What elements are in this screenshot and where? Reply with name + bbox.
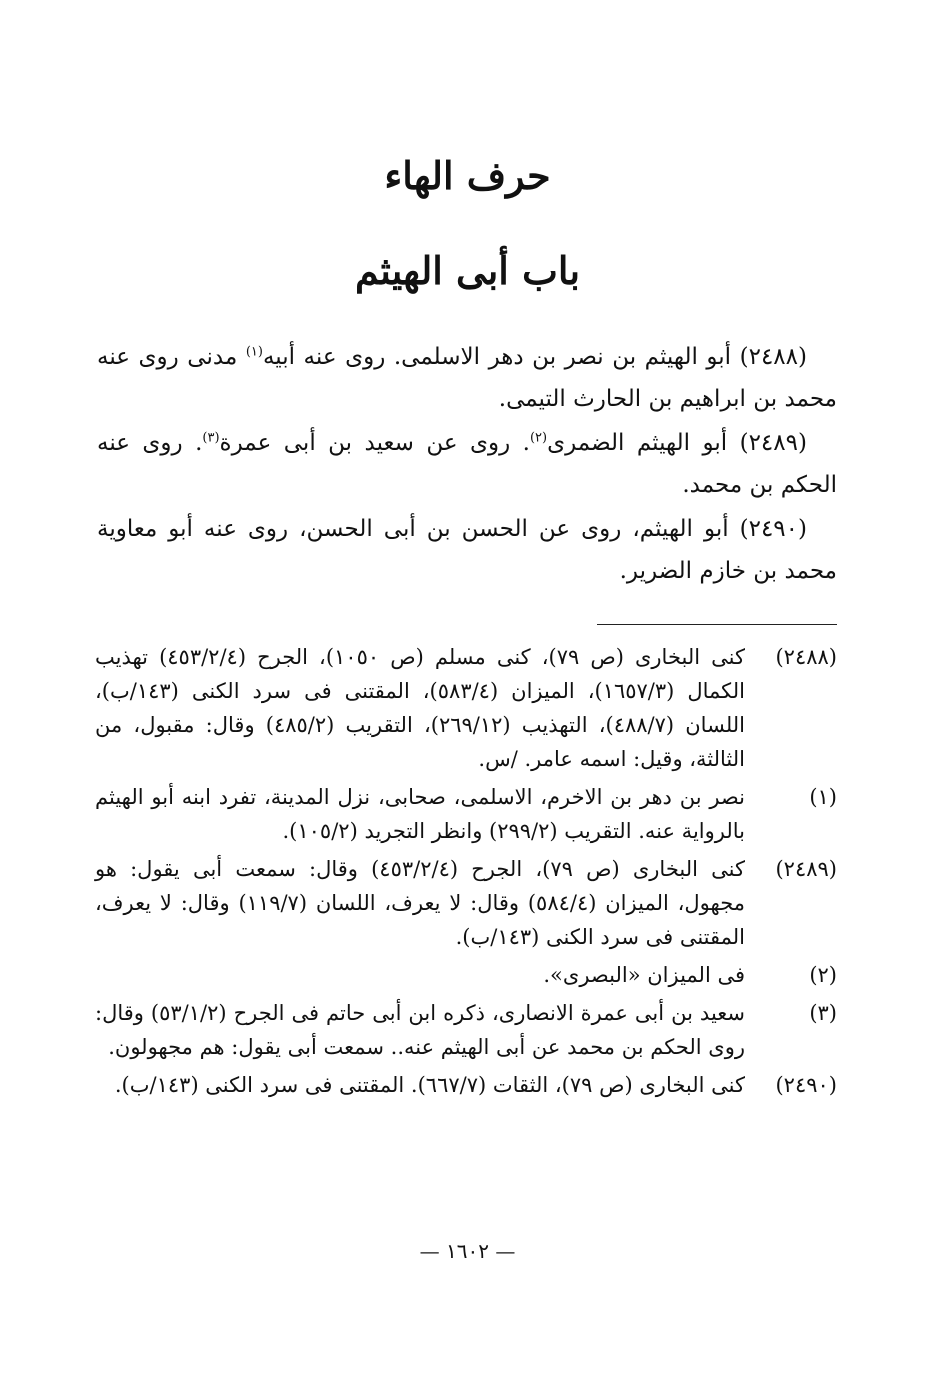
footnote-ref: (١) — [245, 344, 263, 360]
footnote-mark: (١) — [809, 785, 837, 809]
footnote-text: كنى البخارى (ص ٧٩)، الجرح (٤٥٣/٢/٤) وقال: سمعت أبى يقول: هو مجهول، الميزان (٥٨٤/٤) وقال: لا يعرف، اللسان (١١٩/٧) وقال: لا يعرف، المقتنى فى سرد الكنى (١٤٣/ب). — [95, 857, 745, 949]
footnote-text: فى الميزان «البصرى». — [543, 963, 745, 987]
footnote-mark: (٢٤٨٨) — [775, 645, 837, 669]
main-text — [97, 336, 837, 594]
footnote — [95, 996, 837, 1064]
entry-2488 — [97, 336, 837, 422]
footnote — [95, 852, 837, 954]
chapter-title: حرف الهاء — [384, 153, 551, 198]
footnote — [95, 958, 837, 992]
entry-2489 — [97, 422, 837, 508]
footnote-mark: (٢٤٨٩) — [775, 857, 837, 881]
entry-text: مدنى روى عنه محمد بن ابراهيم بن الحارث التيمى. — [97, 344, 837, 412]
footnote-separator — [597, 624, 837, 625]
footnote-text: نصر بن دهر بن الاخرم، الاسلمى، صحابى، نزل المدينة، تفرد ابنه أبو الهيثم بالرواية عنه. التقريب (٢٩٩/٢) وانظر التجريد (١٠٥/٢). — [95, 785, 745, 843]
footnote-text: كنى البخارى (ص ٧٩)، كنى مسلم (ص ١٠٥٠)، الجرح (٤٥٣/٢/٤) تهذيب الكمال (١٦٥٧/٣)، الميزان (٥٨٣/٤)، المقتنى فى سرد الكنى (١٤٣/ب)، اللسان (٤٨٨/٧)، التهذيب (٢٦٩/١٢)، التقريب (٤٨٥/٢) وقال: مقبول، من الثالثة، وقيل: اسمه عامر. /س. — [95, 645, 745, 771]
entry-2490 — [97, 508, 837, 594]
footnote-ref: (٣) — [202, 430, 220, 446]
entry-text: . روى عنه الحكم بن محمد. — [97, 430, 837, 498]
section-title: باب أبى الهيثم — [354, 248, 581, 293]
footnote-text: كنى البخارى (ص ٧٩)، الثقات (٦٦٧/٧). المقتنى فى سرد الكنى (١٤٣/ب). — [114, 1073, 745, 1097]
entry-text: (٢٤٩٠) أبو الهيثم، روى عن الحسن بن أبى الحسن، روى عنه أبو معاوية محمد بن خازم الضرير. — [97, 516, 837, 584]
footnotes — [95, 640, 837, 1106]
entry-text: (٢٤٨٨) أبو الهيثم بن نصر بن دهر الاسلمى. روى عنه أبيه — [262, 344, 807, 370]
footnote — [95, 780, 837, 848]
footnote-ref: (٢) — [529, 430, 548, 446]
footnote-text: سعيد بن أبى عمرة الانصارى، ذكره ابن أبى حاتم فى الجرح (٥٣/١/٢) وقال: روى الحكم بن محمد عن أبى الهيثم عنه.. سمعت أبى يقول: هم مجهولون. — [95, 1001, 746, 1059]
footnote-mark: (٣) — [809, 1001, 837, 1025]
footnote-mark: (٢) — [809, 963, 837, 987]
footnote — [95, 640, 837, 776]
entry-text: . روى عن سعيد بن أبى عمرة — [219, 430, 530, 456]
page-number: — ١٦٠٢ — — [419, 1239, 516, 1263]
footnote-mark: (٢٤٩٠) — [775, 1073, 837, 1097]
footnote — [95, 1068, 837, 1102]
entry-text: (٢٤٨٩) أبو الهيثم الضمرى — [547, 430, 807, 456]
